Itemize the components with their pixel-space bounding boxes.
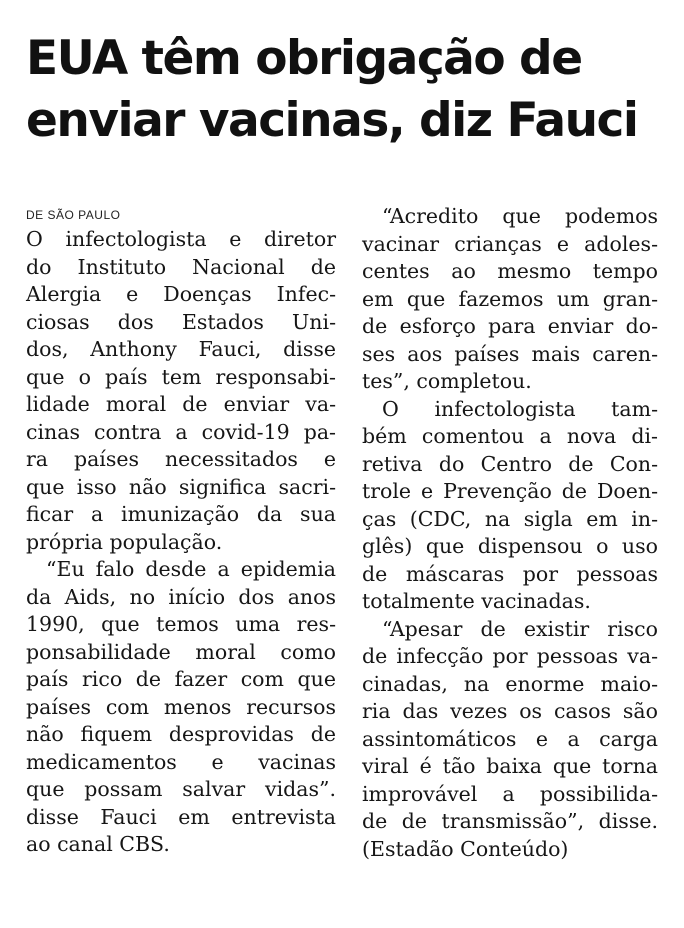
text-line: ao canal CBS. — [26, 832, 170, 856]
text-line: ses aos países mais caren- — [362, 341, 658, 366]
right-column-text — [362, 203, 658, 863]
text-line: disse Fauci em entrevista — [26, 804, 336, 829]
right-column — [362, 203, 658, 863]
text-line: de infecção por pessoas va- — [362, 644, 658, 668]
text-line: O infectologista e diretor — [26, 227, 336, 251]
text-line: própria população. — [26, 529, 223, 554]
text-line: país rico de fazer com que — [26, 667, 336, 691]
text-line: cinadas, na enorme maio- — [362, 671, 658, 696]
text-line: dos, Anthony Fauci, disse — [26, 337, 336, 361]
text-line: da Aids, no início dos anos — [26, 584, 336, 609]
text-line: Alergia e Doenças Infec- — [26, 282, 336, 306]
text-line: de de transmissão”, disse. — [362, 809, 658, 833]
text-line: não fiquem desprovidas de — [26, 722, 336, 746]
text-line: totalmente vacinadas. — [362, 589, 591, 613]
text-line: ra países necessitados e — [26, 447, 336, 471]
text-line: ponsabilidade moral como — [26, 639, 336, 664]
text-line: improvável a possibilida- — [362, 781, 658, 806]
text-line: O infectologista tam- — [382, 396, 658, 421]
text-line: centes ao mesmo tempo — [362, 259, 658, 283]
headline-line: enviar vacinas, diz Fauci — [26, 93, 638, 148]
text-line: ciosas dos Estados Uni- — [26, 309, 336, 334]
headline-line: EUA têm obrigação de — [26, 31, 582, 86]
text-line: em que fazemos um gran- — [362, 286, 658, 311]
text-line: “Apesar de existir risco — [382, 616, 658, 641]
text-line: 1990, que temos uma res- — [26, 612, 336, 636]
text-line: que o país tem responsabi- — [26, 364, 336, 389]
text-line: “Eu falo desde a epidemia — [46, 557, 336, 581]
text-line: ficar a imunização da sua — [26, 502, 336, 526]
text-line: bém comentou a nova di- — [362, 424, 658, 448]
text-line: tes”, completou. — [362, 369, 532, 393]
text-line: assintomáticos e a carga — [362, 726, 658, 751]
text-line: cinas contra a covid-19 pa- — [26, 419, 336, 444]
text-line: vacinar crianças e adoles- — [362, 231, 658, 256]
text-line: do Instituto Nacional de — [26, 254, 336, 279]
text-line: viral é tão baixa que torna — [362, 754, 658, 778]
left-column — [26, 204, 336, 859]
text-line: retiva do Centro de Con- — [362, 451, 658, 476]
text-line: ria das vezes os casos são — [362, 699, 658, 723]
text-line: “Acredito que podemos — [382, 204, 658, 228]
text-line: medicamentos e vacinas — [26, 749, 336, 774]
text-line: que isso não significa sacri- — [26, 474, 336, 499]
text-line: (Estadão Conteúdo) — [362, 836, 569, 861]
text-line: lidade moral de enviar va- — [26, 392, 336, 416]
text-line: trole e Prevenção de Doen- — [362, 479, 658, 503]
text-line: que possam salvar vidas”. — [26, 777, 336, 801]
text-line: de esforço para enviar do- — [362, 314, 658, 338]
text-line: países com menos recursos — [26, 694, 336, 719]
left-column-text — [26, 226, 336, 859]
article-headline — [26, 28, 666, 152]
text-line: ças (CDC, na sigla em in- — [362, 506, 658, 531]
text-line: glês) que dispensou o uso — [362, 534, 658, 558]
byline: DE SÃO PAULO — [26, 208, 121, 222]
text-line: de máscaras por pessoas — [362, 561, 658, 586]
